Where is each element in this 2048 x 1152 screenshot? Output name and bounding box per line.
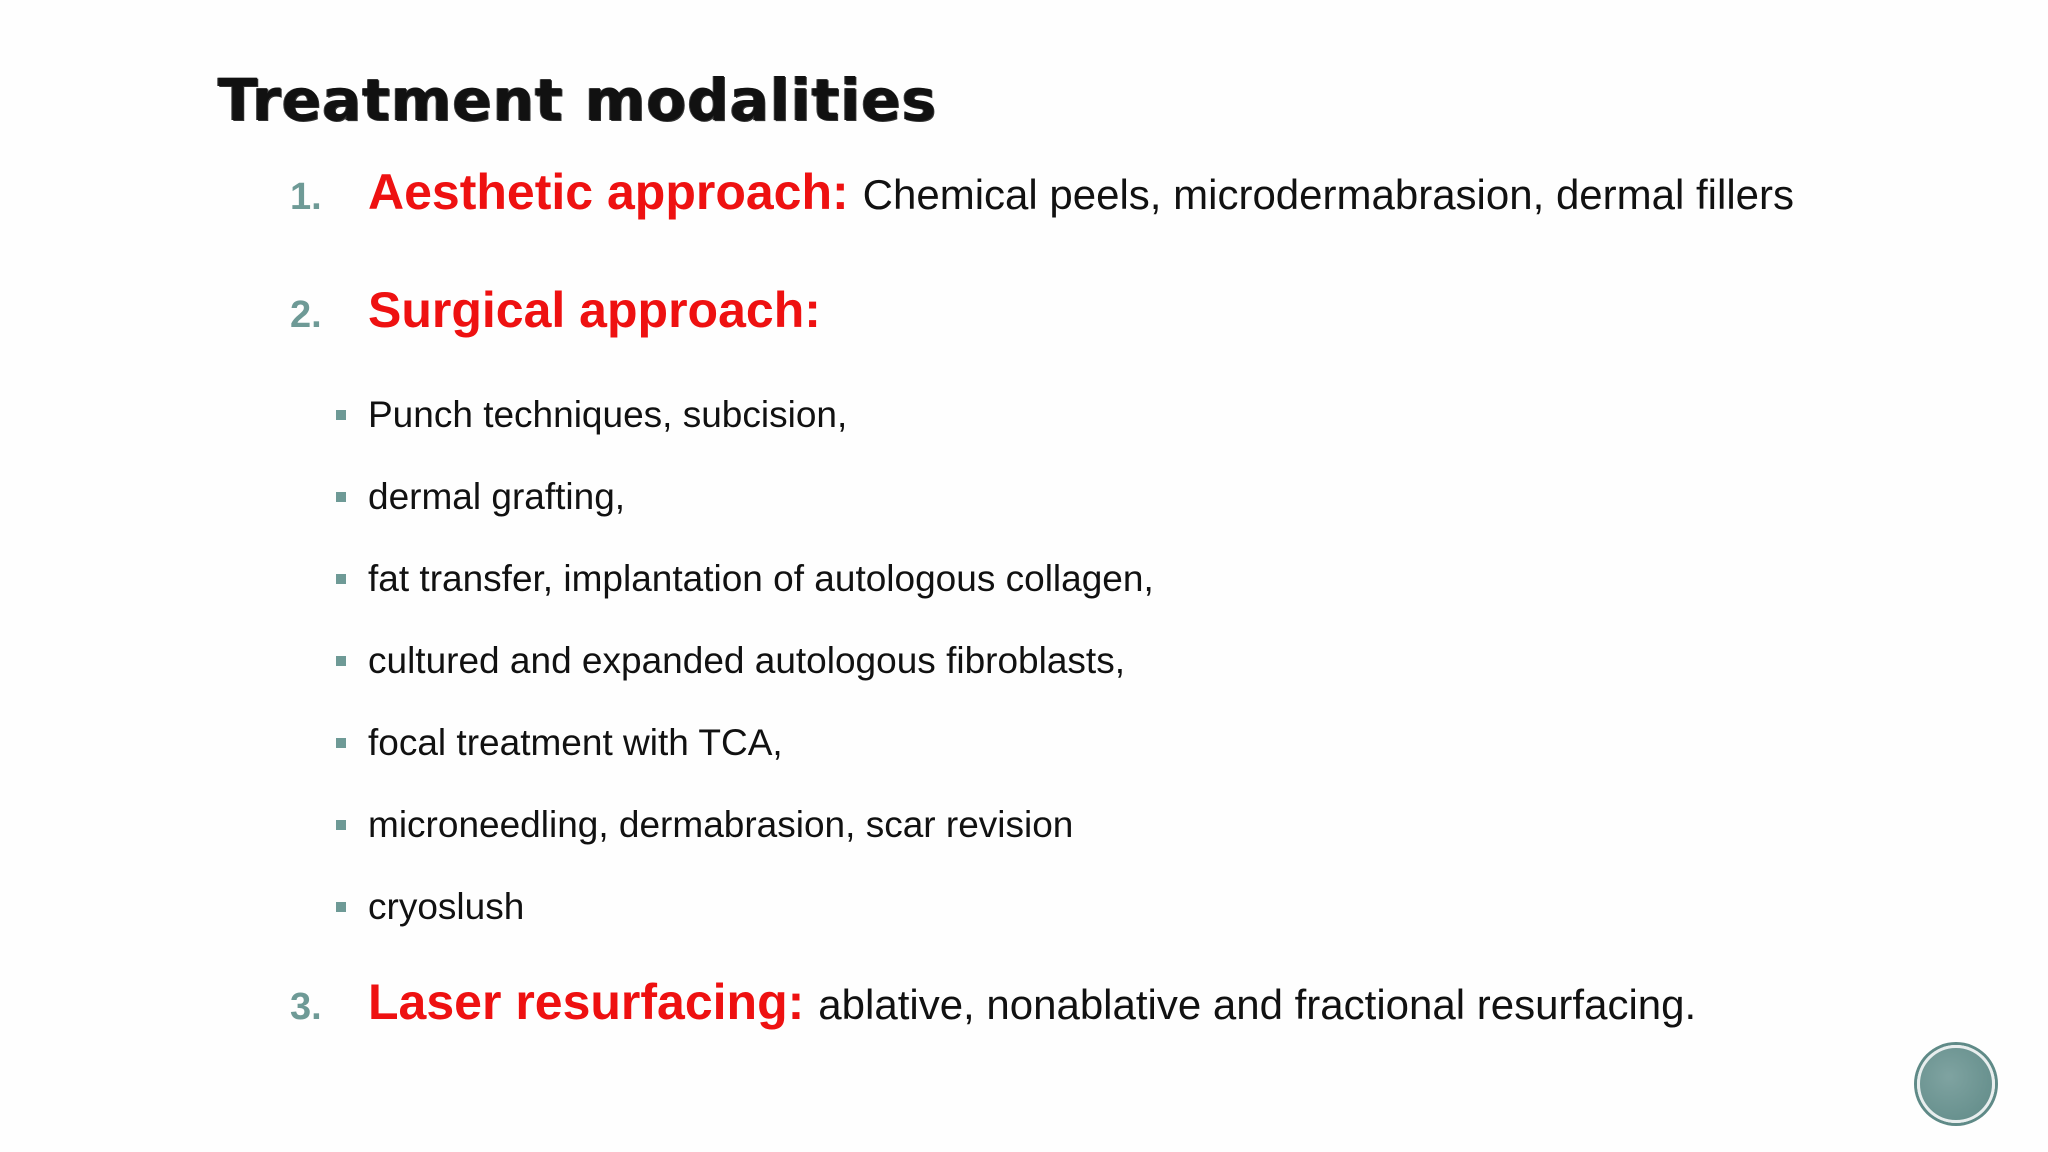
square-bullet-icon xyxy=(336,574,346,584)
item-description: ablative, nonablative and fractional resurfacing. xyxy=(818,981,1697,1028)
sublist-item-text: dermal grafting, xyxy=(368,476,626,517)
square-bullet-icon xyxy=(336,820,346,830)
square-bullet-icon xyxy=(336,656,346,666)
circle-badge-icon xyxy=(1917,1045,1995,1123)
square-bullet-icon xyxy=(336,410,346,420)
item-number: 3. xyxy=(290,986,322,1028)
sublist-item-text: Punch techniques, subcision, xyxy=(368,394,848,435)
sublist-item xyxy=(336,374,1154,456)
sublist-item xyxy=(336,866,1154,948)
list-item-laser xyxy=(290,973,1696,1045)
square-bullet-icon xyxy=(336,492,346,502)
sublist-item xyxy=(336,702,1154,784)
sublist-item xyxy=(336,538,1154,620)
sublist-item xyxy=(336,620,1154,702)
item-description: Chemical peels, microdermabrasion, dermal fillers xyxy=(862,171,1794,218)
item-heading: Aesthetic approach: xyxy=(368,164,849,220)
list-item-surgical xyxy=(290,281,821,353)
sublist-item-text: fat transfer, implantation of autologous collagen, xyxy=(368,558,1154,599)
sublist-item-text: cryoslush xyxy=(368,886,525,927)
sublist-item-text: microneedling, dermabrasion, scar revision xyxy=(368,804,1074,845)
item-heading: Surgical approach: xyxy=(368,282,821,338)
sublist-item-text: focal treatment with TCA, xyxy=(368,722,783,763)
item-heading: Laser resurfacing: xyxy=(368,974,805,1030)
item-number: 2. xyxy=(290,294,322,336)
square-bullet-icon xyxy=(336,902,346,912)
surgical-sublist xyxy=(336,374,1154,948)
sublist-item-text: cultured and expanded autologous fibroblasts, xyxy=(368,640,1125,681)
sublist-item xyxy=(336,784,1154,866)
item-number: 1. xyxy=(290,176,322,218)
list-item-aesthetic xyxy=(290,163,1794,235)
slide-title: Treatment modalities xyxy=(218,66,938,134)
sublist-item xyxy=(336,456,1154,538)
square-bullet-icon xyxy=(336,738,346,748)
